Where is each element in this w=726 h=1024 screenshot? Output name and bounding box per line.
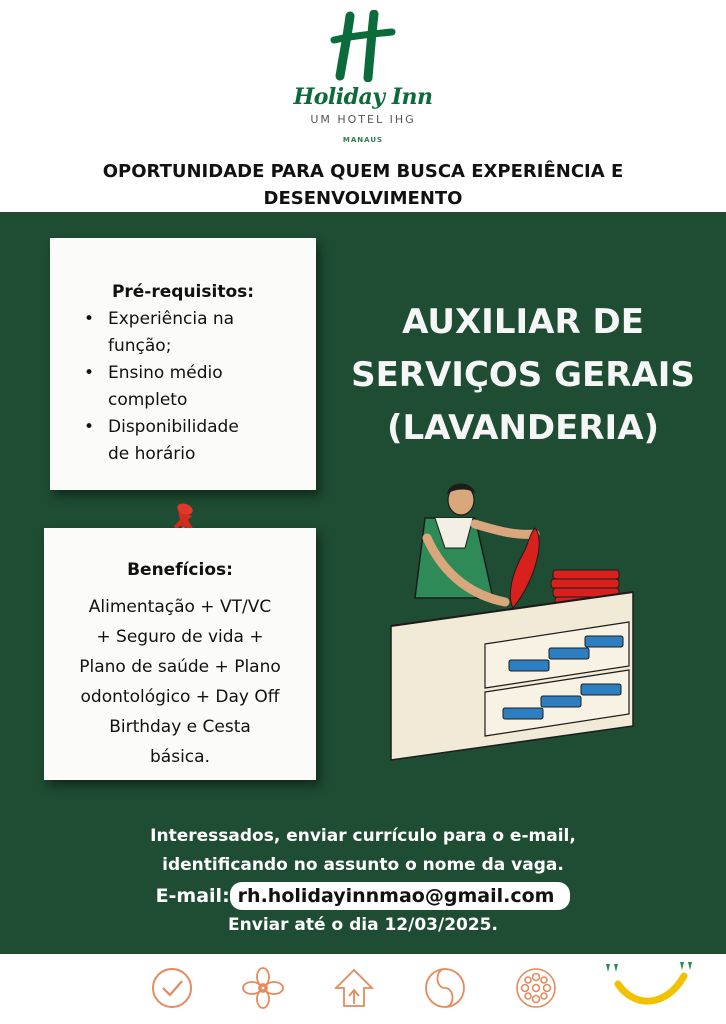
benefits-line: + Seguro de vida + — [96, 627, 264, 647]
brand-city: MANAUS — [342, 136, 384, 144]
job-title-line-1: AUXILIAR DE — [402, 302, 644, 342]
benefits-note — [44, 528, 316, 780]
yin-yang-icon — [423, 966, 467, 1010]
requirements-list — [50, 306, 316, 468]
headline-line-2: DESENVOLVIMENTO — [263, 188, 463, 209]
flower-icon — [241, 966, 285, 1010]
requirements-title: Pré-requisitos: — [111, 282, 255, 302]
job-title — [330, 296, 716, 455]
headline-line-1: OPORTUNIDADE PARA QUEM BUSCA EXPERIÊNCIA E — [102, 161, 624, 182]
benefits-text — [54, 592, 306, 772]
list-item-line: • Experiência na — [108, 309, 235, 329]
list-item-line: função; — [108, 336, 172, 356]
list-item — [108, 360, 316, 414]
benefits-line: Birthday e Cesta — [109, 717, 251, 737]
benefits-title: Benefícios: — [127, 560, 233, 580]
job-title-line-2: SERVIÇOS GERAIS — [351, 355, 695, 395]
check-circle-icon — [150, 966, 194, 1010]
list-item-line: completo — [108, 390, 188, 410]
email-row — [40, 882, 686, 910]
laundry-worker-illustration — [385, 478, 647, 762]
job-title-line-3: (LAVANDERIA) — [386, 408, 660, 448]
contact-line-2: identificando no assunto o nome da vaga. — [162, 855, 564, 875]
requirements-note — [50, 238, 316, 490]
list-item — [108, 306, 316, 360]
list-item-line: de horário — [108, 444, 196, 464]
holiday-inn-logo — [0, 10, 726, 144]
benefits-line: Alimentação + VT/VC — [88, 597, 272, 617]
brand-name: Holiday Inn — [293, 84, 433, 110]
headline — [30, 158, 696, 212]
list-item-line: • Ensino médio — [108, 363, 223, 383]
header — [0, 0, 726, 212]
deadline-text: Enviar até o dia 12/03/2025. — [228, 915, 498, 935]
list-item-line: • Disponibilidade — [108, 417, 239, 437]
brand-subtitle: UM HOTEL IHG — [310, 113, 416, 126]
email-address[interactable]: rh.holidayinnmao@gmail.com — [230, 882, 571, 910]
contact-section — [40, 822, 686, 938]
smile-quote-icon — [600, 958, 696, 1014]
benefits-line: básica. — [150, 747, 210, 767]
dots-circle-icon — [514, 966, 558, 1010]
email-label: E-mail: — [155, 885, 230, 907]
house-arrow-icon — [332, 966, 376, 1010]
contact-line-1: Interessados, enviar currículo para o e-mail, — [150, 826, 576, 846]
holiday-inn-h-icon — [328, 10, 398, 82]
footer — [0, 954, 726, 1024]
benefits-line: Plano de saúde + Plano — [79, 657, 281, 677]
benefits-line: odontológico + Day Off — [80, 687, 280, 707]
list-item — [108, 414, 316, 468]
